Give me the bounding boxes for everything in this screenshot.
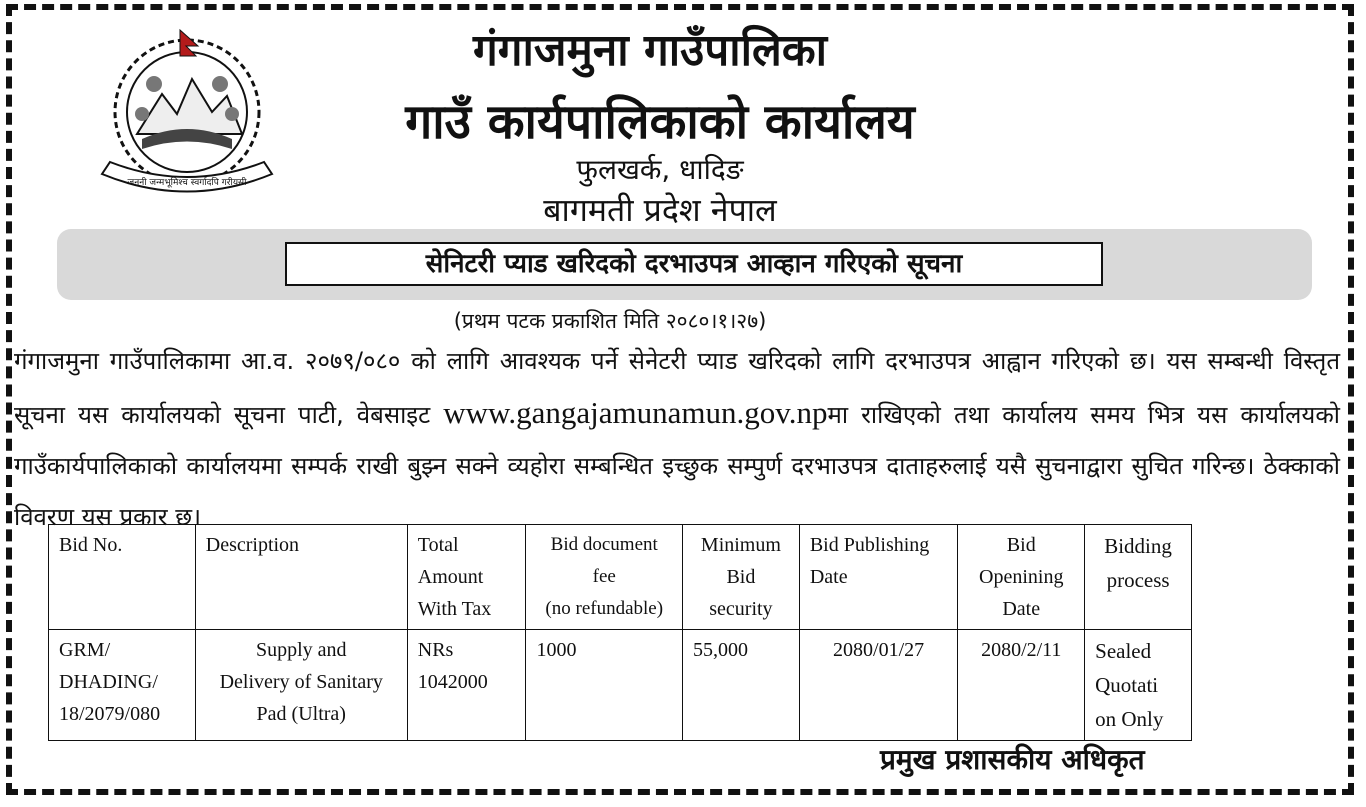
notice-body-part1: गंगाजमुना गाउँपालिकामा आ.व. २०७९/०८० को लागि आवश्यक पर्ने सेनेटरी प्याड खरिदको लागि दरभाउपत्र आह्वान गरिएको छ। यस सम्बन्धी विस्तृत सूचना यस कार्यालयको सूचना पाटी, वेबसाइट <box>14 347 1340 429</box>
cell-total-amount: NRs 1042000 <box>407 630 526 741</box>
header-min-security: Minimum Bid security <box>683 525 800 630</box>
table-row <box>49 630 1192 741</box>
notice-body <box>14 336 1340 543</box>
cell-bidding-process: Sealed Quotati on Only <box>1085 630 1192 741</box>
signature-title: प्रमुख प्रशासकीय अधिकृत <box>880 743 1145 776</box>
emblem-motto: जननी जन्मभूमिश्च स्वर्गादपि गरीयसी <box>127 178 247 188</box>
cell-bid-no: GRM/ DHADING/ 18/2079/080 <box>49 630 196 741</box>
cell-publishing-date: 2080/01/27 <box>799 630 958 741</box>
cell-opening-date: 2080/2/11 <box>958 630 1085 741</box>
header-description: Description <box>195 525 407 630</box>
cell-description: Supply and Delivery of Sanitary Pad (Ultra) <box>195 630 407 741</box>
publish-date-note: (प्रथम पटक प्रकाशित मिति २०८०।१।२७) <box>453 309 767 333</box>
office-name: गाउँ कार्यपालिकाको कार्यालय <box>405 94 915 150</box>
cell-doc-fee: 1000 <box>526 630 683 741</box>
header-publishing-date: Bid Publishing Date <box>799 525 958 630</box>
office-location: फुलखर्क, धादिङ <box>576 153 744 186</box>
header-total-amount: Total Amount With Tax <box>407 525 526 630</box>
notice-body-part2: मा राखिएको तथा कार्यालय समय भित्र यस कार्यालयको गाउँकार्यपालिकाको कार्यालयमा सम्पर्क राखी बुझ्न सक्ने व्यहोरा सम्बन्धित इच्छुक सम्पुर्ण दरभाउपत्र दाताहरुलाई यसै सुचनाद्वारा सुचित गरिन्छ। ठेक्काको विवरण यस प्रकार छ। <box>14 401 1340 531</box>
municipality-name: गंगाजमुना गाउँपालिका <box>472 25 828 76</box>
bid-details-table <box>48 524 1192 741</box>
website-url: www.gangajamunamun.gov.np <box>443 395 828 430</box>
cell-min-security: 55,000 <box>683 630 800 741</box>
table-header-row <box>49 525 1192 630</box>
header-bidding-process: Bidding process <box>1085 525 1192 630</box>
header-opening-date: Bid Openining Date <box>958 525 1085 630</box>
notice-title: सेनिटरी प्याड खरिदको दरभाउपत्र आव्हान गरिएको सूचना <box>285 242 1103 286</box>
header-doc-fee: Bid document fee (no refundable) <box>526 525 683 630</box>
header-bid-no: Bid No. <box>49 525 196 630</box>
province-country: बागमती प्रदेश नेपाल <box>543 191 777 229</box>
